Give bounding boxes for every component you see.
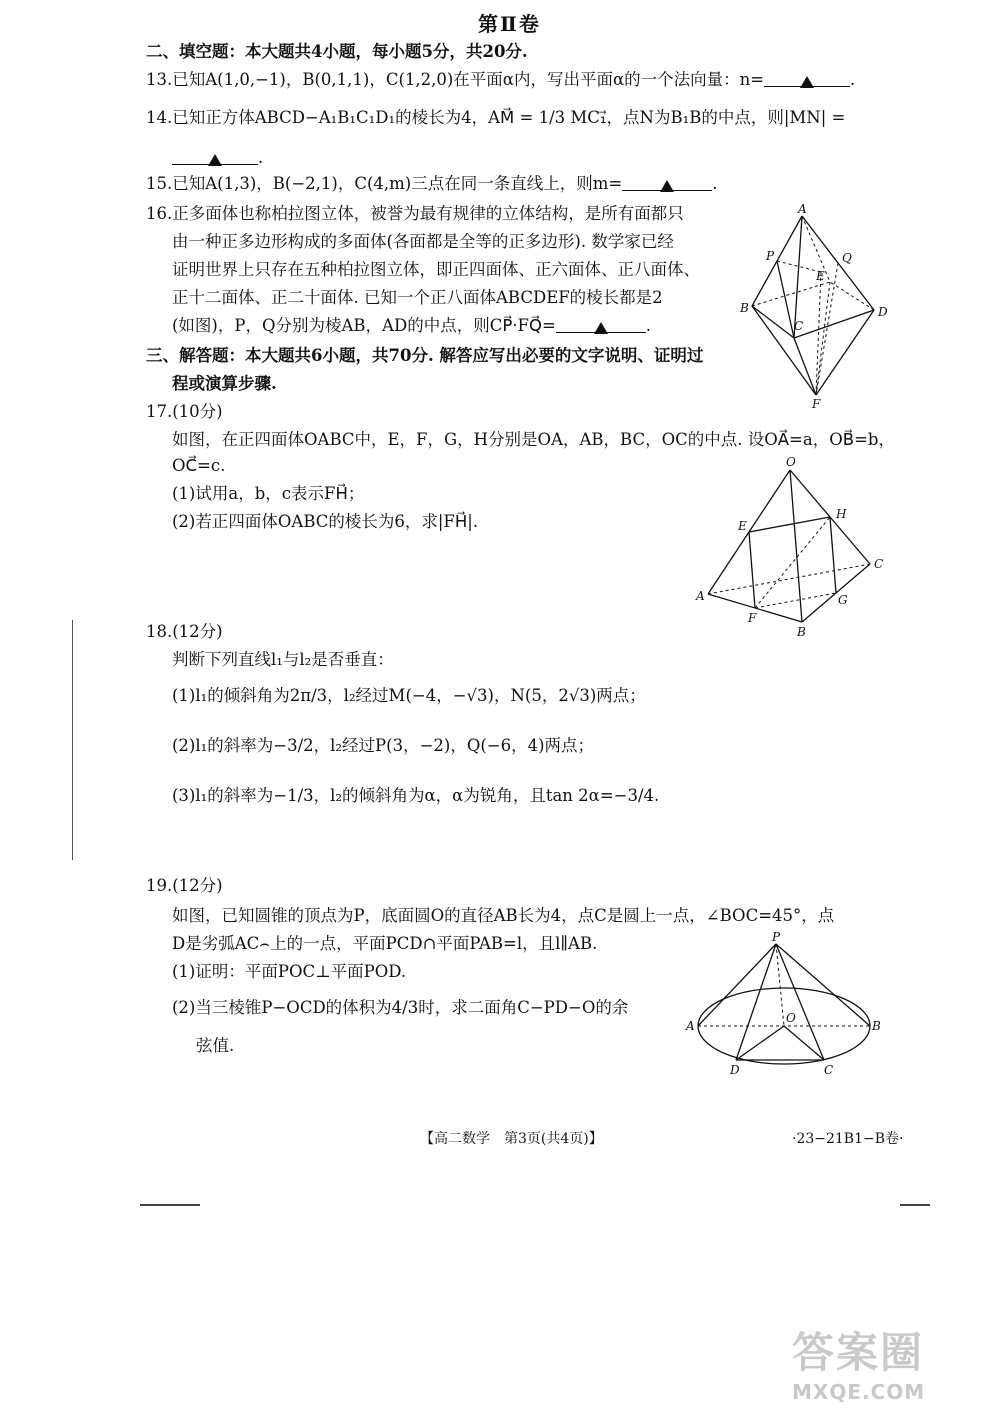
label-B: B — [740, 301, 749, 315]
triangle-icon — [208, 154, 222, 166]
triangle-icon — [594, 322, 608, 334]
q16-line-5: (如图)，P，Q分别为棱AB，AD的中点，则CP⃗·FQ⃗= . — [172, 316, 652, 335]
answer-blank — [556, 314, 646, 333]
label-D: D — [878, 305, 888, 319]
q16-line-1: 16.正多面体也称柏拉图立体，被誉为最有规律的立体结构，是所有面都只 — [146, 204, 684, 223]
q16-line-4: 正十二面体、正二十面体. 已知一个正八面体ABCDEF的棱长都是2 — [172, 288, 663, 307]
octahedron-figure — [736, 200, 896, 410]
label-E: E — [816, 269, 825, 283]
question-13: 13.已知A(1,0,−1)，B(0,1,1)，C(1,2,0)在平面α内，写出平面α的一个法向量：n= . — [146, 70, 856, 89]
triangle-icon — [800, 76, 814, 88]
part2-heading: 二、填空题：本大题共4小题，每小题5分，共20分. — [146, 42, 528, 61]
q19-number: 19.(12分) — [146, 876, 223, 895]
watermark — [792, 1320, 982, 1404]
label-F: F — [812, 397, 821, 410]
bottom-rule-left — [140, 1204, 200, 1206]
margin-rule — [72, 620, 73, 860]
q19-part-2: (2)当三棱锥P−OCD的体积为4/3时，求二面角C−PD−O的余 — [172, 998, 629, 1017]
label-E: E — [738, 519, 747, 533]
label-F: F — [748, 611, 757, 625]
q17-stem-1: 如图，在正四面体OABC中，E，F，G，H分别是OA，AB，BC，OC的中点. 设OA⃗=a，OB⃗=b， — [172, 430, 895, 449]
triangle-icon — [660, 180, 674, 192]
answer-blank — [764, 68, 850, 87]
q18-stem: 判断下列直线l₁与l₂是否垂直： — [172, 650, 394, 669]
q19-stem-1: 如图，已知圆锥的顶点为P，底面圆O的直径AB长为4，点C是圆上一点，∠BOC=45°，点 — [172, 906, 835, 925]
q18-number: 18.(12分) — [146, 622, 223, 641]
footer-code: ·23−21B1−B卷· — [792, 1131, 904, 1147]
label-B: B — [872, 1019, 881, 1033]
answer-blank — [172, 146, 258, 165]
label-O: O — [786, 455, 796, 469]
part3-heading-line-2: 程或演算步骤. — [172, 374, 277, 393]
label-C: C — [794, 319, 804, 333]
q18-part-1: (1)l₁的倾斜角为2π/3，l₂经过M(−4，−√3)，N(5，2√3)两点； — [172, 686, 646, 705]
question-14: 14.已知正方体ABCD−A₁B₁C₁D₁的棱长为4，AM⃗ = 1/3 MC₁⃗，点N为B₁B的中点，则|MN| = — [146, 108, 846, 127]
q19-part-1: (1)证明：平面POC⊥平面POD. — [172, 962, 407, 981]
label-A: A — [686, 1019, 695, 1033]
tetrahedron-figure — [694, 454, 894, 644]
q17-part-2: (2)若正四面体OABC的棱长为6，求|FH⃗|. — [172, 512, 479, 531]
footer-page-info: 【高二数学 第3页(共4页)】 — [420, 1131, 603, 1147]
q13-text: 13.已知A(1,0,−1)，B(0,1,1)，C(1,2,0)在平面α内，写出平面α的一个法向量：n= — [146, 70, 765, 89]
label-A: A — [696, 589, 705, 603]
q19-part-2-cont: 弦值. — [196, 1036, 235, 1055]
label-H: H — [836, 507, 847, 521]
label-C: C — [874, 557, 884, 571]
q19-stem-2: D是劣弧AC⌢上的一点，平面PCD∩平面PAB=l，且l∥AB. — [172, 934, 598, 953]
q18-part-2: (2)l₁的斜率为−3/2，l₂经过P(3，−2)，Q(−6，4)两点； — [172, 736, 595, 755]
bottom-rule-right — [900, 1204, 930, 1206]
q17-number: 17.(10分) — [146, 402, 223, 421]
q16-line-2: 由一种正多边形构成的多面体(各面都是全等的正多边形). 数学家已经 — [172, 232, 674, 251]
question-15: 15.已知A(1,3)，B(−2,1)，C(4,m)三点在同一条直线上，则m= . — [146, 174, 718, 193]
section-title: 第Ⅱ卷 — [478, 12, 541, 36]
cone-figure — [684, 930, 884, 1080]
label-Q: Q — [842, 251, 852, 265]
q16-text: (如图)，P，Q分别为棱AB，AD的中点，则CP⃗·FQ⃗= — [172, 316, 556, 335]
label-C: C — [824, 1063, 834, 1077]
q17-stem-2: OC⃗=c. — [172, 456, 226, 475]
answer-blank — [622, 172, 712, 191]
label-B: B — [797, 625, 806, 639]
q14-answer: . — [172, 146, 263, 170]
q16-line-3: 证明世界上只存在五种柏拉图立体，即正四面体、正六面体、正八面体、 — [172, 260, 700, 279]
label-P: P — [772, 930, 781, 944]
label-D: D — [730, 1063, 740, 1077]
q17-part-1: (1)试用a，b，c表示FH⃗； — [172, 484, 365, 503]
watermark-line-1: 答案圈 — [792, 1328, 925, 1377]
label-A: A — [798, 202, 807, 216]
label-G: G — [838, 593, 848, 607]
watermark-line-2: MXQE.COM — [792, 1380, 926, 1404]
label-P: P — [766, 249, 775, 263]
q15-text: 15.已知A(1,3)，B(−2,1)，C(4,m)三点在同一条直线上，则m= — [146, 174, 623, 193]
part3-heading-line-1: 三、解答题：本大题共6小题，共70分. 解答应写出必要的文字说明、证明过 — [146, 346, 704, 365]
label-O: O — [786, 1011, 796, 1025]
q18-part-3: (3)l₁的斜率为−1/3，l₂的倾斜角为α，α为锐角，且tan 2α=−3/4. — [172, 786, 660, 805]
